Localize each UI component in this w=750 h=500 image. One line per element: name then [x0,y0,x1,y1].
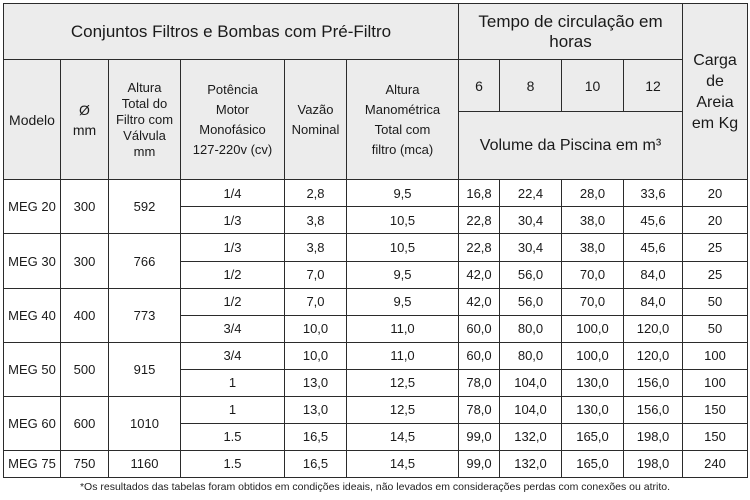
volume-8h-cell: 30,4 [500,207,562,234]
potencia-cell: 3/4 [181,342,285,369]
volume-10h-cell: 165,0 [562,423,624,450]
manometrica-cell: 12,5 [347,369,459,396]
hour-12: 12 [624,60,683,112]
potencia-cell: 1/3 [181,207,285,234]
volume-8h-cell: 80,0 [500,315,562,342]
volume-12h-cell: 156,0 [624,369,683,396]
volume-6h-cell: 78,0 [459,369,500,396]
carga-cell: 50 [683,315,748,342]
header-potencia: Potência Motor Monofásico 127-220v (cv) [181,60,285,180]
model-name: MEG 60 [4,396,61,450]
volume-6h-cell: 60,0 [459,315,500,342]
model-name: MEG 50 [4,342,61,396]
vazao-cell: 10,0 [285,315,347,342]
manometrica-cell: 10,5 [347,234,459,261]
hour-6: 6 [459,60,500,112]
manometrica-cell: 11,0 [347,315,459,342]
volume-6h-cell: 22,8 [459,207,500,234]
volume-8h-cell: 56,0 [500,288,562,315]
potencia-cell: 1/2 [181,261,285,288]
carga-cell: 100 [683,342,748,369]
vazao-cell: 13,0 [285,369,347,396]
model-altura: 773 [109,288,181,342]
model-altura: 766 [109,234,181,288]
volume-10h-cell: 70,0 [562,261,624,288]
volume-8h-cell: 22,4 [500,180,562,207]
volume-12h-cell: 198,0 [624,423,683,450]
volume-12h-cell: 45,6 [624,234,683,261]
volume-8h-cell: 132,0 [500,423,562,450]
volume-6h-cell: 99,0 [459,423,500,450]
manometrica-cell: 12,5 [347,396,459,423]
model-diameter: 300 [61,180,109,234]
volume-8h-cell: 104,0 [500,396,562,423]
volume-6h-cell: 78,0 [459,396,500,423]
vazao-cell: 16,5 [285,450,347,477]
model-altura: 915 [109,342,181,396]
model-diameter: 300 [61,234,109,288]
carga-cell: 20 [683,207,748,234]
potencia-cell: 1.5 [181,450,285,477]
volume-12h-cell: 156,0 [624,396,683,423]
manometrica-cell: 11,0 [347,342,459,369]
model-diameter: 400 [61,288,109,342]
vazao-cell: 3,8 [285,234,347,261]
vazao-cell: 7,0 [285,288,347,315]
volume-8h-cell: 80,0 [500,342,562,369]
volume-6h-cell: 22,8 [459,234,500,261]
hour-8: 8 [500,60,562,112]
vazao-cell: 7,0 [285,261,347,288]
carga-cell: 100 [683,369,748,396]
potencia-cell: 1/4 [181,180,285,207]
manometrica-cell: 9,5 [347,180,459,207]
volume-12h-cell: 120,0 [624,315,683,342]
volume-10h-cell: 130,0 [562,396,624,423]
potencia-cell: 1/2 [181,288,285,315]
volume-10h-cell: 38,0 [562,234,624,261]
model-altura: 1010 [109,396,181,450]
volume-10h-cell: 38,0 [562,207,624,234]
hour-10: 10 [562,60,624,112]
carga-cell: 150 [683,396,748,423]
volume-10h-cell: 70,0 [562,288,624,315]
volume-12h-cell: 84,0 [624,288,683,315]
carga-cell: 25 [683,261,748,288]
header-vazao: Vazão Nominal [285,60,347,180]
vazao-cell: 13,0 [285,396,347,423]
group-title: Conjuntos Filtros e Bombas com Pré-Filtro [4,4,459,60]
model-diameter: 500 [61,342,109,396]
potencia-cell: 1/3 [181,234,285,261]
potencia-cell: 1 [181,369,285,396]
volume-12h-cell: 120,0 [624,342,683,369]
carga-cell: 50 [683,288,748,315]
volume-12h-cell: 45,6 [624,207,683,234]
manometrica-cell: 9,5 [347,261,459,288]
volume-6h-cell: 42,0 [459,288,500,315]
volume-header: Volume da Piscina em m³ [459,112,683,180]
volume-8h-cell: 104,0 [500,369,562,396]
circulation-title: Tempo de circulação em horas [459,4,683,60]
volume-8h-cell: 56,0 [500,261,562,288]
carga-cell: 20 [683,180,748,207]
volume-10h-cell: 100,0 [562,342,624,369]
carga-cell: 150 [683,423,748,450]
vazao-cell: 16,5 [285,423,347,450]
manometrica-cell: 14,5 [347,450,459,477]
volume-10h-cell: 28,0 [562,180,624,207]
volume-6h-cell: 60,0 [459,342,500,369]
manometrica-cell: 14,5 [347,423,459,450]
model-diameter: 600 [61,396,109,450]
potencia-cell: 1 [181,396,285,423]
vazao-cell: 10,0 [285,342,347,369]
header-diameter: Ø mm [61,60,109,180]
model-altura: 1160 [109,450,181,477]
volume-10h-cell: 130,0 [562,369,624,396]
volume-12h-cell: 84,0 [624,261,683,288]
header-altura-manometrica: Altura Manométrica Total com filtro (mca) [347,60,459,180]
volume-10h-cell: 165,0 [562,450,624,477]
volume-6h-cell: 99,0 [459,450,500,477]
header-modelo: Modelo [4,60,61,180]
volume-8h-cell: 132,0 [500,450,562,477]
volume-8h-cell: 30,4 [500,234,562,261]
volume-10h-cell: 100,0 [562,315,624,342]
volume-12h-cell: 198,0 [624,450,683,477]
model-diameter: 750 [61,450,109,477]
model-name: MEG 30 [4,234,61,288]
manometrica-cell: 9,5 [347,288,459,315]
model-altura: 592 [109,180,181,234]
carga-cell: 25 [683,234,748,261]
potencia-cell: 3/4 [181,315,285,342]
pump-filter-table [3,3,748,478]
volume-6h-cell: 42,0 [459,261,500,288]
volume-12h-cell: 33,6 [624,180,683,207]
header-altura-total: Altura Total do Filtro com Válvula mm [109,60,181,180]
vazao-cell: 2,8 [285,180,347,207]
header-carga: Carga de Areia em Kg [683,4,748,180]
manometrica-cell: 10,5 [347,207,459,234]
carga-cell: 240 [683,450,748,477]
model-name: MEG 40 [4,288,61,342]
model-name: MEG 75 [4,450,61,477]
model-name: MEG 20 [4,180,61,234]
volume-6h-cell: 16,8 [459,180,500,207]
vazao-cell: 3,8 [285,207,347,234]
potencia-cell: 1.5 [181,423,285,450]
footnote: *Os resultados das tabelas foram obtidos em condições ideais, não levados em considerações perdas com conexões ou atrito. [79,481,671,493]
